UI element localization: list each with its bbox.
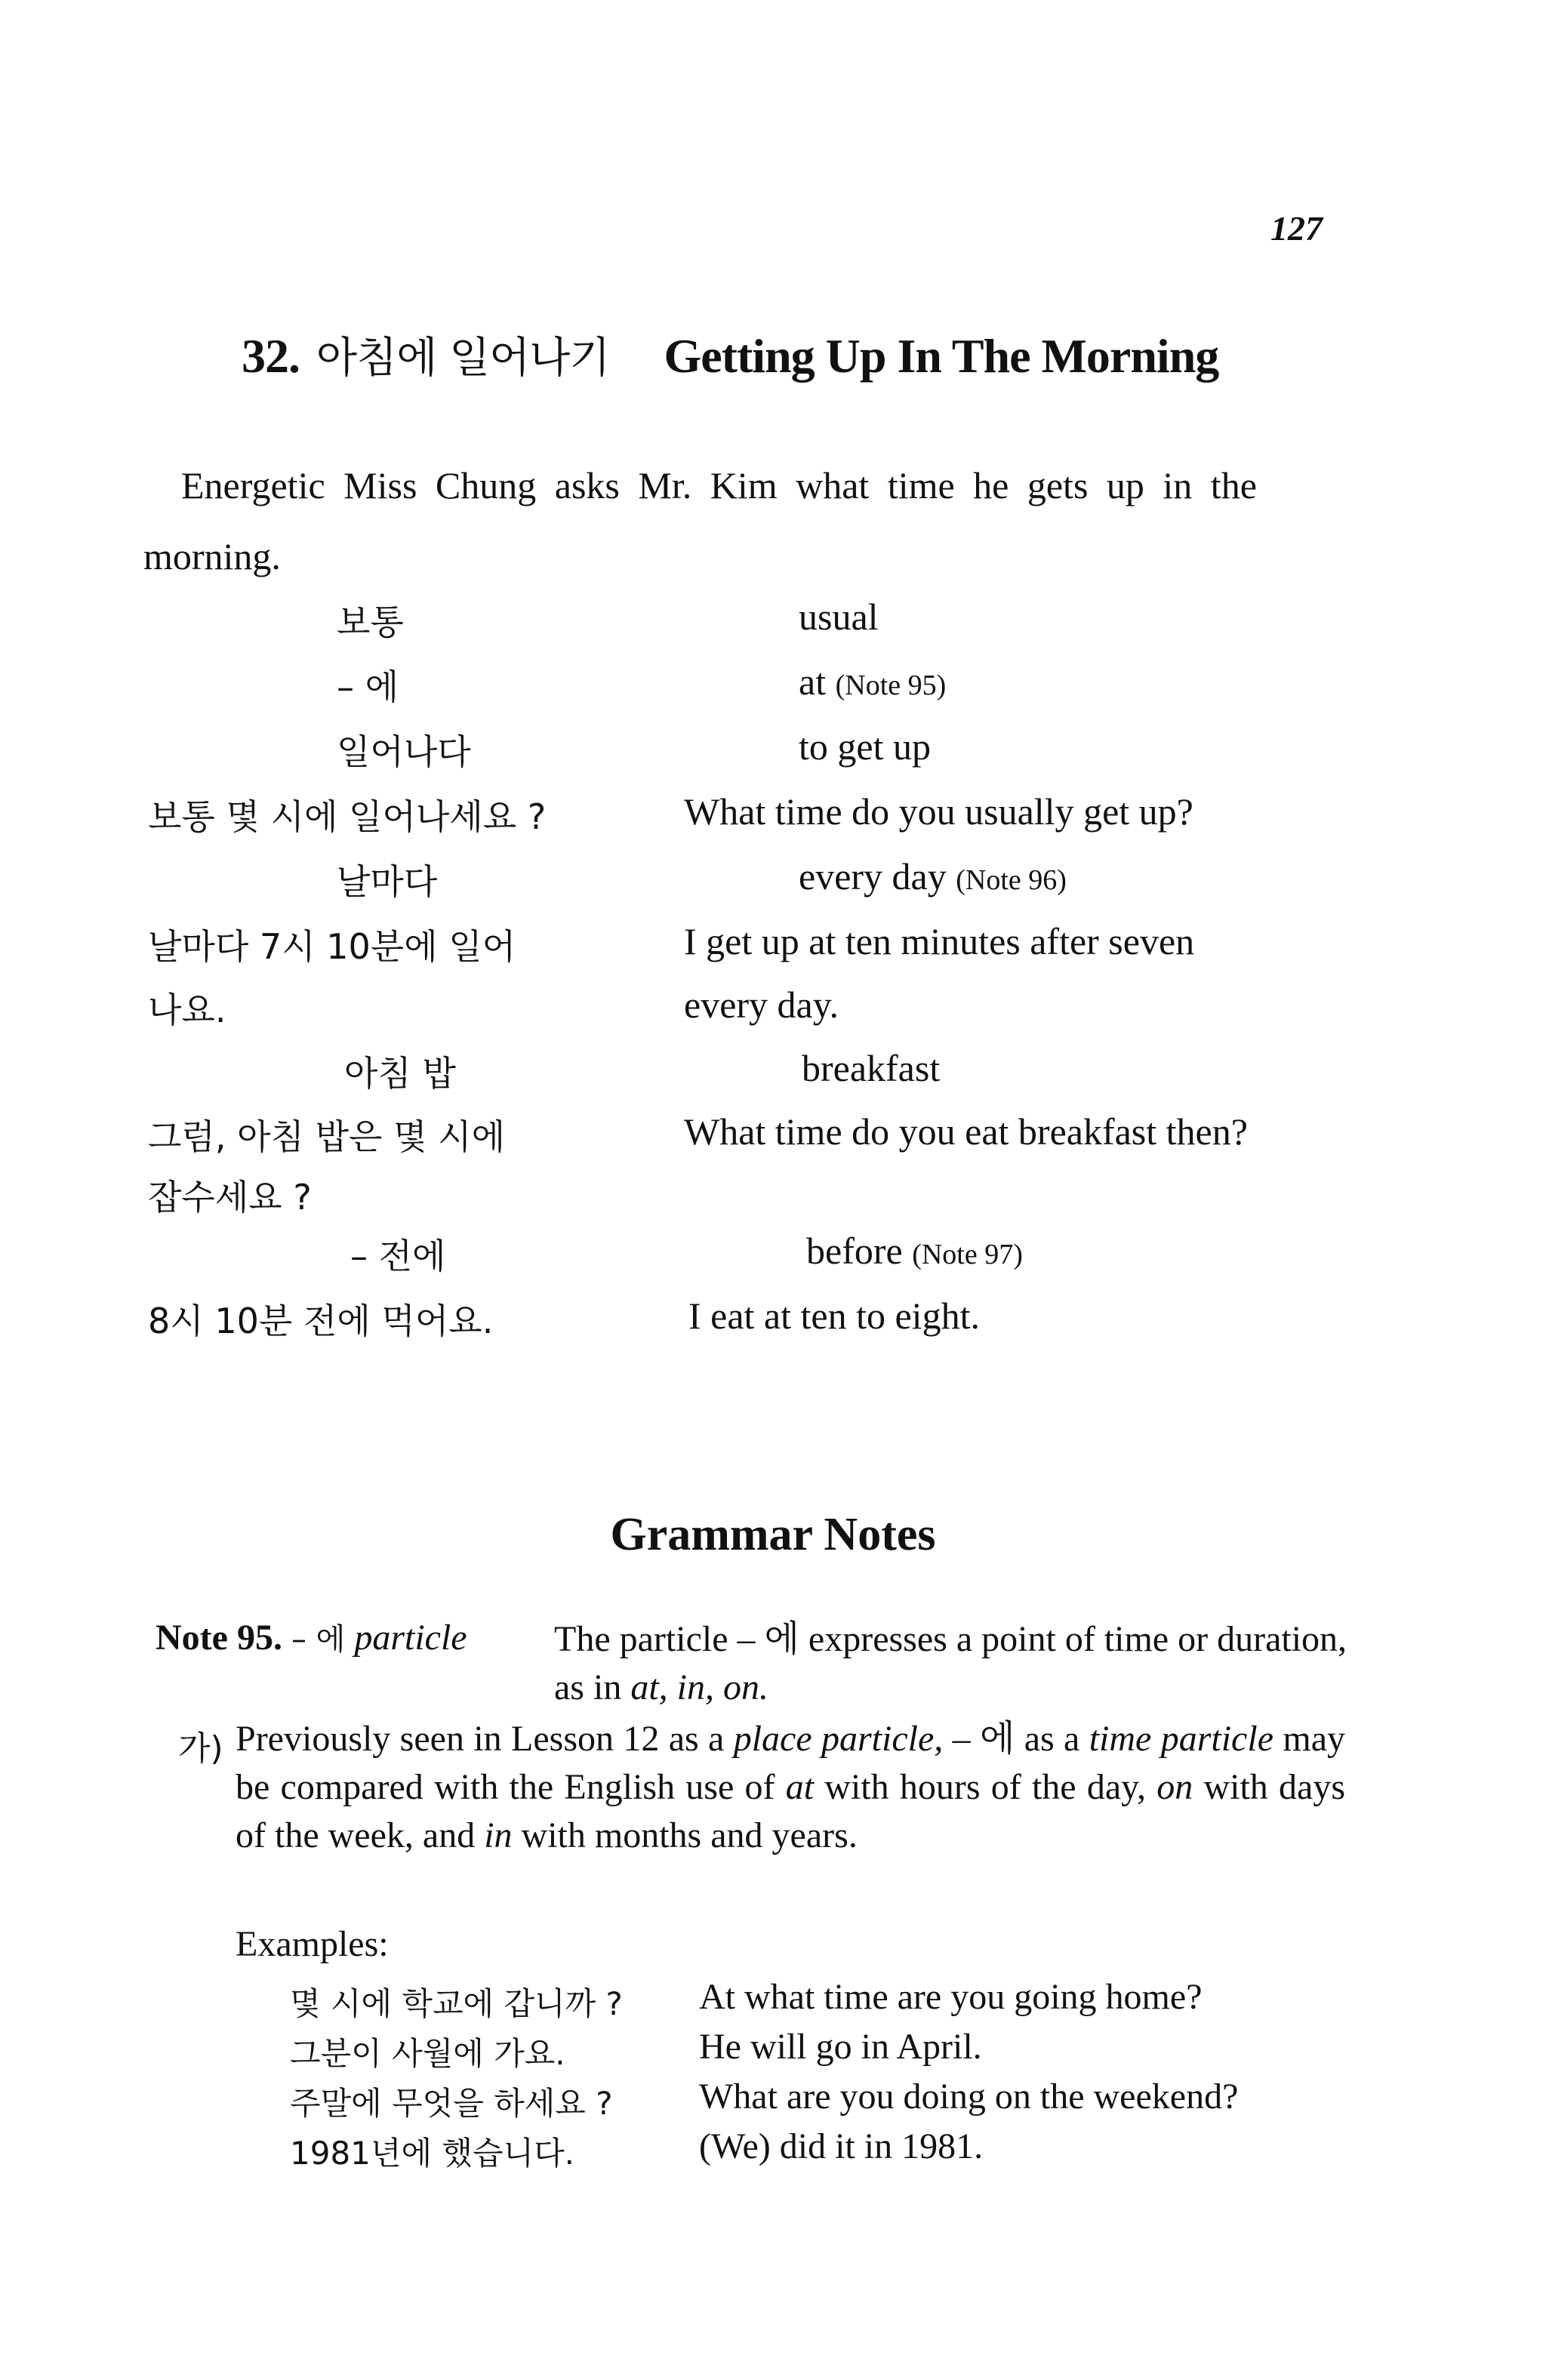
example-korean: 주말에 무엇을 하세요 ? <box>290 2085 613 2122</box>
sentence-korean-cont: 잡수세요 ? <box>148 1177 312 1218</box>
subpoint-marker: 가) <box>178 1729 223 1768</box>
subpoint-text: Previously seen in Lesson 12 as a place particle, – 에 as a time particle may be compared with the English use of at with hours of the day, on with days of the week, and in with months and years. <box>236 1719 1346 1855</box>
particle-korean: – 에 <box>291 1622 346 1657</box>
sentence-korean: 8시 10분 전에 먹어요. <box>148 1301 494 1341</box>
intro-text-line1: Energetic Miss Chung asks Mr. Kim what time he gets up in the <box>181 464 1257 506</box>
vocab-korean: – 전에 <box>350 1236 446 1276</box>
lesson-title-korean: 아침에 일어나기 <box>316 334 610 383</box>
sentence-korean: 보통 몇 시에 일어나세요 ? <box>148 796 547 837</box>
sentence-english: What time do you eat breakfast then? <box>684 1110 1248 1153</box>
note-reference: (Note 95) <box>835 670 947 701</box>
vocab-english: before (Note 97) <box>806 1230 1023 1272</box>
note-reference: (Note 96) <box>956 864 1067 896</box>
page-number: 127 <box>1270 209 1323 248</box>
examples-label: Examples: <box>236 1924 389 1964</box>
example-english: He will go in April. <box>699 2027 982 2067</box>
intro-text-line2: morning. <box>143 535 281 577</box>
vocab-english: every day (Note 96) <box>799 855 1067 898</box>
example-english: At what time are you going home? <box>699 1977 1203 2017</box>
note-95-description: The particle – 에 expresses a point of time or duration, as in at, in, on. <box>554 1619 1347 1707</box>
example-korean: 그분이 사월에 가요. <box>290 2035 565 2072</box>
example-english: (We) did it in 1981. <box>699 2126 984 2166</box>
grammar-notes-heading: Grammar Notes <box>610 1509 936 1560</box>
vocab-english: to get up <box>799 725 931 768</box>
sentence-korean: 날마다 7시 10분에 일어 <box>148 926 516 967</box>
vocab-korean: 보통 <box>337 602 404 642</box>
vocab-english: at (Note 95) <box>799 660 947 703</box>
vocab-english: breakfast <box>802 1047 941 1089</box>
example-korean: 몇 시에 학교에 갑니까 ? <box>290 1985 623 2022</box>
sentence-english-cont: every day. <box>684 984 839 1026</box>
lesson-title-english: Getting Up In The Morning <box>664 329 1219 383</box>
sentence-korean-cont: 나요. <box>148 990 226 1030</box>
note-reference: (Note 97) <box>912 1239 1023 1270</box>
vocab-korean: 날마다 <box>337 861 438 902</box>
vocab-korean: – 에 <box>337 667 399 707</box>
sentence-korean: 그럼, 아침 밥은 몇 시에 <box>148 1116 506 1157</box>
vocab-korean: 아침 밥 <box>344 1053 456 1094</box>
lesson-number: 32. <box>242 329 300 383</box>
sentence-english: What time do you usually get up? <box>684 790 1193 833</box>
vocab-english: usual <box>799 596 879 638</box>
sentence-english: I eat at ten to eight. <box>688 1295 980 1337</box>
lesson-title <box>242 325 1218 385</box>
vocab-korean: 일어나다 <box>337 731 471 772</box>
example-korean: 1981년에 했습니다. <box>290 2135 575 2172</box>
sentence-english: I get up at ten minutes after seven <box>684 920 1195 962</box>
note-95-label: Note 95. – 에 particle <box>156 1618 467 1658</box>
example-english: What are you doing on the weekend? <box>699 2077 1239 2117</box>
